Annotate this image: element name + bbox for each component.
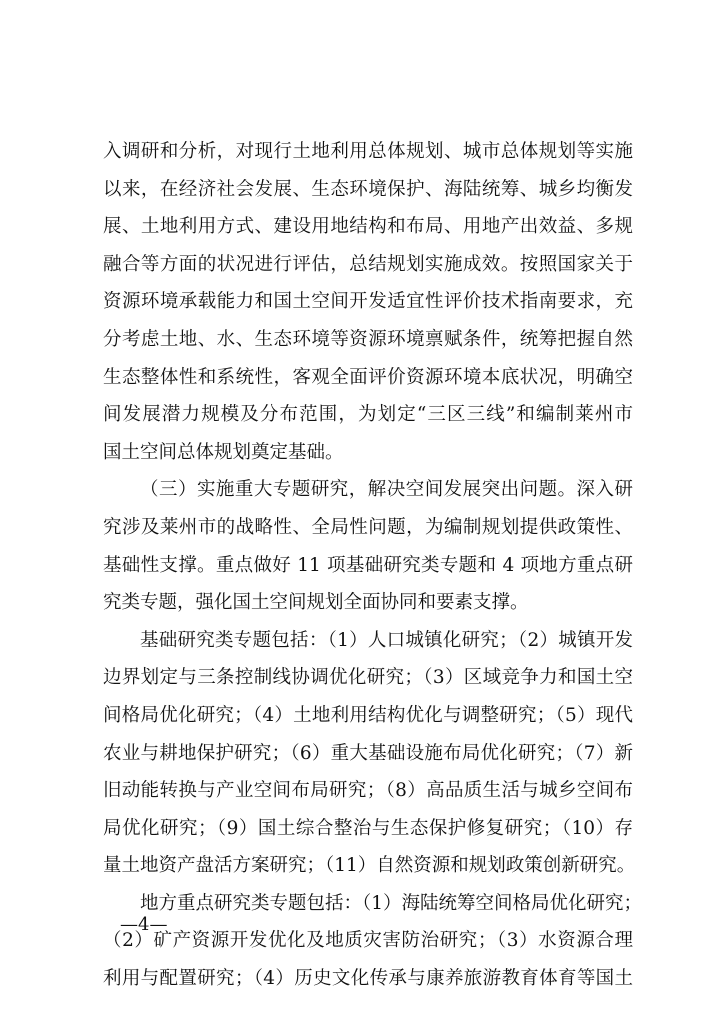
text-line: 以来，在经济社会发展、生态环境保护、海陆统筹、城乡均衡发 [103,178,633,200]
section-heading-line: （三）实施重大专题研究，解决空间发展突出问题。深入研 [140,479,633,501]
text-line: 究类专题，强化国土空间规划全面协同和要素支撑。 [103,592,529,614]
text-line: 间格局优化研究；（4）土地利用结构优化与调整研究；（5）现代 [103,704,633,726]
text-line: 资源环境承载能力和国土空间开发适宜性评价技术指南要求，充 [103,291,633,313]
body-text [103,133,643,998]
text-line: 农业与耕地保护研究；（6）重大基础设施布局优化研究；（7）新 [103,742,633,764]
text-line: 局优化研究；（9）国土综合整治与生态保护修复研究；（10）存 [103,817,633,839]
text-line: 间发展潜力规模及分布范围，为划定“三区三线”和编制莱州市 [103,404,633,426]
text-line: 量土地资产盘活方案研究；（11）自然资源和规划政策创新研究。 [103,855,636,877]
text-line: 地方重点研究类专题包括：（1）海陆统筹空间格局优化研究； [140,892,643,914]
text-line: 旧动能转换与产业空间布局研究；（8）高品质生活与城乡空间布 [103,780,633,802]
text-line: 边界划定与三条控制线协调优化研究；（3）区域竞争力和国土空 [103,667,633,689]
text-line: （2）矿产资源开发优化及地质灾害防治研究；（3）水资源合理 [103,930,633,952]
text-line: 融合等方面的状况进行评估，总结规划实施成效。按照国家关于 [103,253,633,275]
text-line: 生态整体性和系统性，客观全面评价资源环境本底状况，明确空 [103,366,633,388]
text-line: 展、土地利用方式、建设用地结构和布局、用地产出效益、多规 [103,216,633,238]
text-line: 分考虑土地、水、生态环境等资源环境禀赋条件，统筹把握自然 [103,328,633,350]
page-number: —4— [120,914,168,935]
text-line: 入调研和分析，对现行土地利用总体规划、城市总体规划等实施 [103,141,633,162]
text-line: 究涉及莱州市的战略性、全局性问题，为编制规划提供政策性、 [103,516,633,538]
text-line: 基础研究类专题包括：（1）人口城镇化研究；（2）城镇开发 [140,629,633,651]
text-line: 利用与配置研究；（4）历史文化传承与康养旅游教育体育等国土 [103,968,633,990]
text-line: 国土空间总体规划奠定基础。 [103,441,344,463]
text-line: 基础性支撑。重点做好 11 项基础研究类专题和 4 项地方重点研 [103,554,633,576]
